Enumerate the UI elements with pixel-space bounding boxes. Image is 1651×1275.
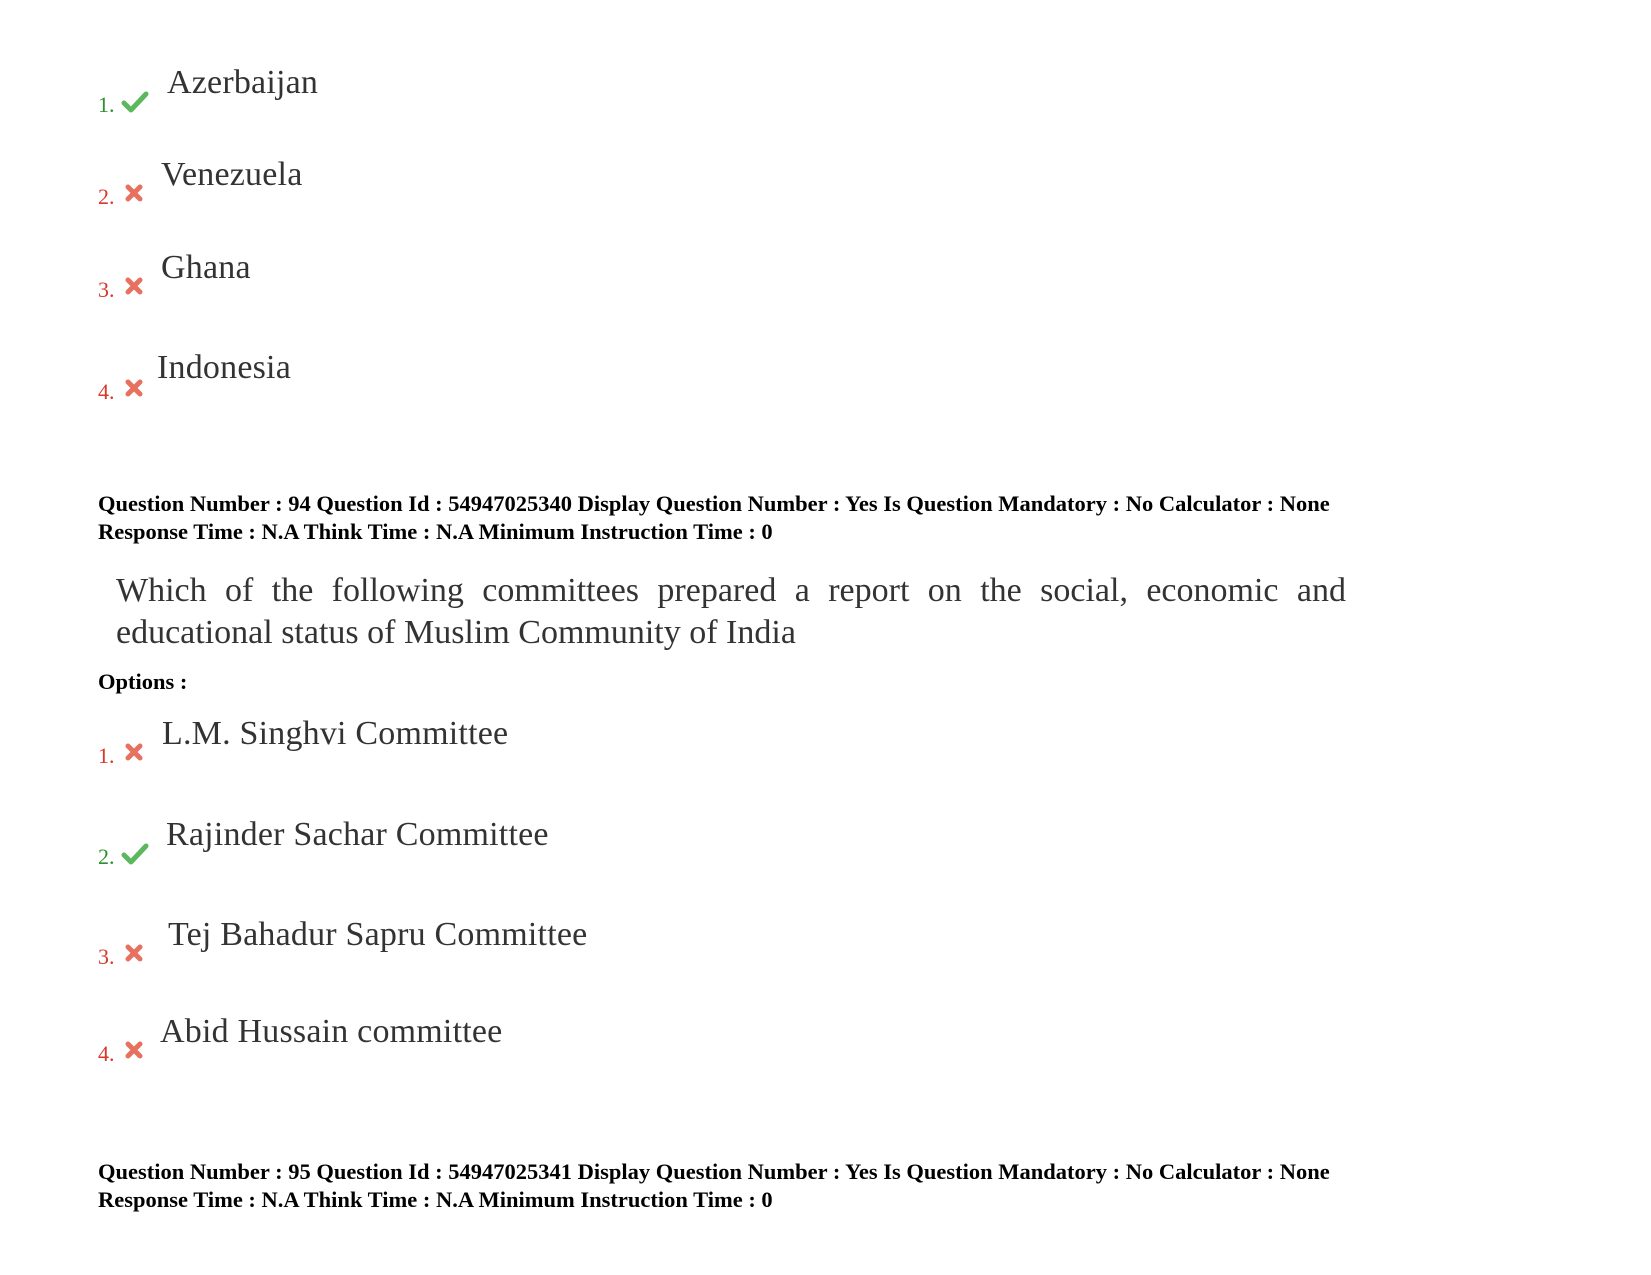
question-meta-line1: Question Number : 95 Question Id : 54947025341 Display Question Number : Yes Is Question Mandatory : No Calculator : None xyxy=(98,1159,1330,1184)
option-row xyxy=(0,154,900,214)
check-icon xyxy=(121,842,149,866)
option-row xyxy=(0,62,900,122)
option-number: 1. xyxy=(98,743,115,768)
option-row xyxy=(0,814,900,874)
question-meta-line1: Question Number : 94 Question Id : 54947025340 Display Question Number : Yes Is Question Mandatory : No Calculator : None xyxy=(98,491,1330,516)
question-text xyxy=(116,570,1346,654)
check-icon xyxy=(121,90,149,114)
option-text: Azerbaijan xyxy=(167,64,319,101)
question-text-line1: Which of the following committees prepared a report on the social, economic and xyxy=(116,572,1346,609)
option-row xyxy=(0,1011,900,1071)
option-text: Abid Hussain committee xyxy=(160,1013,503,1050)
option-text: L.M. Singhvi Committee xyxy=(162,715,509,752)
option-row xyxy=(0,247,900,307)
option-text: Tej Bahadur Sapru Committee xyxy=(168,916,588,953)
option-text: Indonesia xyxy=(157,349,291,386)
option-row xyxy=(0,914,900,974)
question-meta-line2: Response Time : N.A Think Time : N.A Minimum Instruction Time : 0 xyxy=(98,519,773,544)
cross-icon xyxy=(121,182,149,206)
option-number: 1. xyxy=(98,92,115,117)
cross-icon xyxy=(121,1039,149,1063)
cross-icon xyxy=(121,741,149,765)
option-number: 4. xyxy=(98,1041,115,1066)
options-label: Options : xyxy=(98,669,188,694)
question-text-line2: educational status of Muslim Community of India xyxy=(116,614,796,651)
option-number: 2. xyxy=(98,184,115,209)
option-number: 2. xyxy=(98,844,115,869)
option-number: 4. xyxy=(98,379,115,404)
option-text: Rajinder Sachar Committee xyxy=(166,816,549,853)
option-number: 3. xyxy=(98,944,115,969)
option-text: Ghana xyxy=(161,249,251,286)
option-row xyxy=(0,349,900,409)
cross-icon xyxy=(121,377,149,401)
cross-icon xyxy=(121,942,149,966)
option-row xyxy=(0,713,900,773)
cross-icon xyxy=(121,275,149,299)
option-text: Venezuela xyxy=(161,156,303,193)
question-meta-line2: Response Time : N.A Think Time : N.A Minimum Instruction Time : 0 xyxy=(98,1187,773,1212)
option-number: 3. xyxy=(98,277,115,302)
